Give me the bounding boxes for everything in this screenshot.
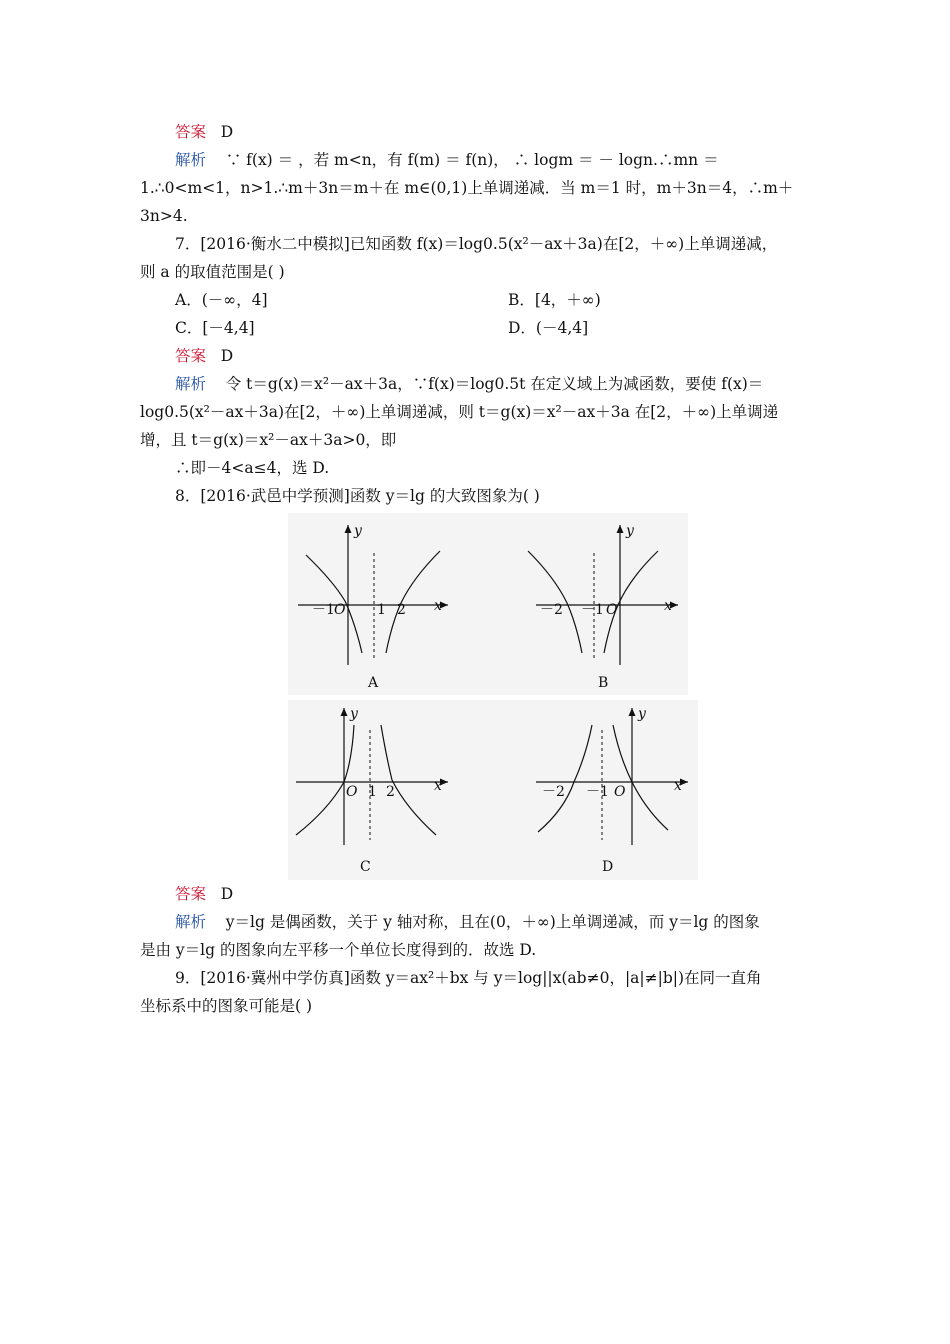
y-axis-label: y — [354, 523, 362, 539]
analysis-text: ∵ f(x) ＝ ，若 m<n，有 f(m) ＝ f(n)， ∴ logm ＝ － logn.∴mn ＝ — [225, 151, 719, 169]
q7-option-c: C．[－4,4] — [175, 319, 255, 337]
curve-right — [381, 725, 436, 835]
answer-value: D — [220, 885, 234, 903]
q7-answer-line — [175, 345, 233, 367]
q7-option-a: A．(－∞，4] — [175, 291, 268, 309]
analysis-text: y＝lg 是偶函数，关于 y 轴对称，且在(0，＋∞)上单调递减，而 y＝lg 的图象 — [225, 913, 760, 931]
q7-analysis-line-3: 增，且 t＝g(x)＝x²－ax＋3a>0，即 — [140, 431, 397, 449]
tick-label: －1 — [586, 784, 609, 800]
graph-a — [288, 513, 688, 695]
tick-label: 1 — [368, 784, 377, 800]
y-axis-label: y — [638, 706, 646, 722]
x-axis-label: x — [434, 598, 442, 614]
curve-right — [613, 725, 668, 830]
x-axis-label: x — [664, 598, 672, 614]
tick-label: 2 — [397, 602, 406, 618]
q7-option-b: B．[4，＋∞) — [508, 291, 601, 309]
curve-left — [538, 725, 592, 832]
y-axis-arrow — [617, 525, 624, 533]
analysis-label: 解析 — [175, 375, 207, 393]
origin-label: O — [334, 602, 346, 618]
tick-label: －2 — [540, 602, 563, 618]
answer-value: D — [220, 123, 234, 141]
q6-analysis-line-2: 1.∴0<m<1，n>1.∴m＋3n＝m＋在 m∈(0,1)上单调递减．当 m＝1 时，m＋3n＝4，∴m＋ — [140, 179, 794, 197]
graph-letter: C — [360, 859, 371, 875]
tick-label: 1 — [377, 602, 386, 618]
y-axis-arrow — [345, 525, 352, 533]
y-axis-arrow — [629, 708, 636, 716]
tick-label: －1 — [581, 602, 604, 618]
curve-left — [296, 725, 354, 835]
q9-stem-line-2: 坐标系中的图象可能是( ) — [140, 997, 313, 1015]
analysis-text: 令 t＝g(x)＝x²－ax＋3a，∵f(x)＝log0.5t 在定义域上为减函数，要使 f(x)＝ — [225, 375, 764, 393]
q7-stem-line-1: 7．[2016·衡水二中模拟]已知函数 f(x)＝log0.5(x²－ax＋3a)在[2，＋∞)上单调递减， — [175, 235, 778, 253]
y-axis-label: y — [626, 523, 634, 539]
graph-c-d-svg — [288, 700, 698, 880]
q6-analysis-line-3: 3n>4. — [140, 207, 188, 225]
graph-letter: B — [598, 675, 609, 691]
curve-right — [386, 551, 440, 653]
q8-analysis-line-1 — [175, 911, 760, 933]
origin-label: O — [614, 784, 626, 800]
graph-letter: A — [368, 675, 379, 691]
q7-analysis-line-2: log0.5(x²－ax＋3a)在[2，＋∞)上单调递减，则 t＝g(x)＝x²－ax＋3a 在[2，＋∞)上单调递 — [140, 403, 779, 421]
q6-answer-line — [175, 121, 233, 143]
q9-stem-line-1: 9．[2016·冀州中学仿真]函数 y＝ax²＋bx 与 y＝log||x(ab≠0，|a|≠|b|)在同一直角 — [175, 969, 762, 987]
graph-a-plot — [298, 523, 448, 691]
tick-label: －1 — [312, 602, 335, 618]
origin-label: O — [346, 784, 358, 800]
x-axis-label: x — [434, 778, 442, 794]
q6-analysis-line-1 — [175, 149, 719, 171]
answer-label: 答案 — [175, 885, 207, 903]
y-axis-label: y — [350, 706, 358, 722]
tick-label: －2 — [542, 784, 565, 800]
answer-value: D — [220, 347, 234, 365]
x-axis-label: x — [674, 778, 682, 794]
q7-analysis-line-1 — [175, 373, 763, 395]
graph-letter: D — [602, 859, 614, 875]
graph-c-d — [288, 700, 698, 880]
q8-stem: 8．[2016·武邑中学预测]函数 y＝lg 的大致图象为( ) — [175, 487, 540, 505]
graph-d-plot — [536, 706, 688, 875]
answer-label: 答案 — [175, 347, 207, 365]
q7-stem-line-2: 则 a 的取值范围是( ) — [140, 263, 285, 281]
q8-analysis-line-2: 是由 y＝lg 的图象向左平移一个单位长度得到的．故选 D. — [140, 941, 537, 959]
answer-label: 答案 — [175, 123, 207, 141]
q7-option-d: D．(－4,4] — [508, 319, 589, 337]
tick-label: 2 — [386, 784, 395, 800]
analysis-label: 解析 — [175, 151, 207, 169]
graph-a-b-svg — [288, 513, 688, 695]
q7-analysis-line-4: ∴即－4<a≤4，选 D. — [175, 459, 330, 477]
graph-b-plot — [528, 523, 678, 691]
origin-label: O — [606, 602, 618, 618]
graph-c-plot — [296, 706, 448, 875]
y-axis-arrow — [341, 708, 348, 716]
analysis-label: 解析 — [175, 913, 207, 931]
q8-answer-line — [175, 883, 233, 905]
